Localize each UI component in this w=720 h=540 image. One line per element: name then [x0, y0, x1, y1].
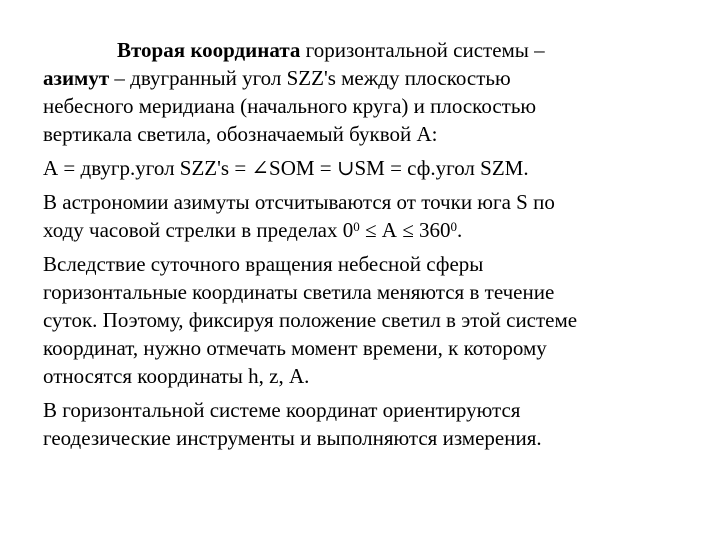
text-line [43, 36, 703, 64]
paragraph-range [43, 188, 703, 244]
paragraph-formula [43, 154, 703, 182]
text-fragment: – двугранный угол SZZ's между плоскостью [109, 66, 511, 90]
text-fragment: ≤ А ≤ 360 [359, 218, 451, 242]
text-line: суток. Поэтому, фиксируя положение светил в этой системе [43, 308, 578, 332]
text-line: горизонтальные координаты светила меняются в течение [43, 280, 555, 304]
text-fragment: горизонтальной системы – [300, 38, 545, 62]
azimuth-formula: А = двугр.угол SZZ's = ∠SОМ = ∪SМ = сф.угол SZМ. [43, 156, 529, 180]
paragraph-instruments [43, 396, 703, 452]
term-azimuth: азимут [43, 66, 110, 90]
degree-superscript: 0 [353, 219, 360, 234]
paragraph-rotation [43, 250, 703, 390]
text-line: В астрономии азимуты отсчитываются от точки юга S по [43, 190, 555, 214]
text-line: координат, нужно отмечать момент времени, к которому [43, 336, 547, 360]
text-line: геодезические инструменты и выполняются измерения. [43, 426, 542, 450]
azimuth-range-line [43, 216, 703, 244]
term-second-coordinate: Вторая координата [117, 38, 301, 62]
text-line: небесного меридиана (начального круга) и плоскостью [43, 94, 537, 118]
paragraph-definition [43, 36, 703, 148]
text-line [43, 64, 703, 92]
text-line: вертикала светила, обозначаемый буквой А: [43, 122, 438, 146]
text-line: относятся координаты h, z, А. [43, 364, 310, 388]
text-block [43, 36, 703, 452]
text-fragment: . [456, 218, 463, 242]
text-line: Вследствие суточного вращения небесной сферы [43, 252, 484, 276]
text-line: В горизонтальной системе координат ориентируются [43, 398, 521, 422]
degree-superscript: 0 [450, 219, 457, 234]
text-fragment: ходу часовой стрелки в пределах 0 [43, 218, 354, 242]
